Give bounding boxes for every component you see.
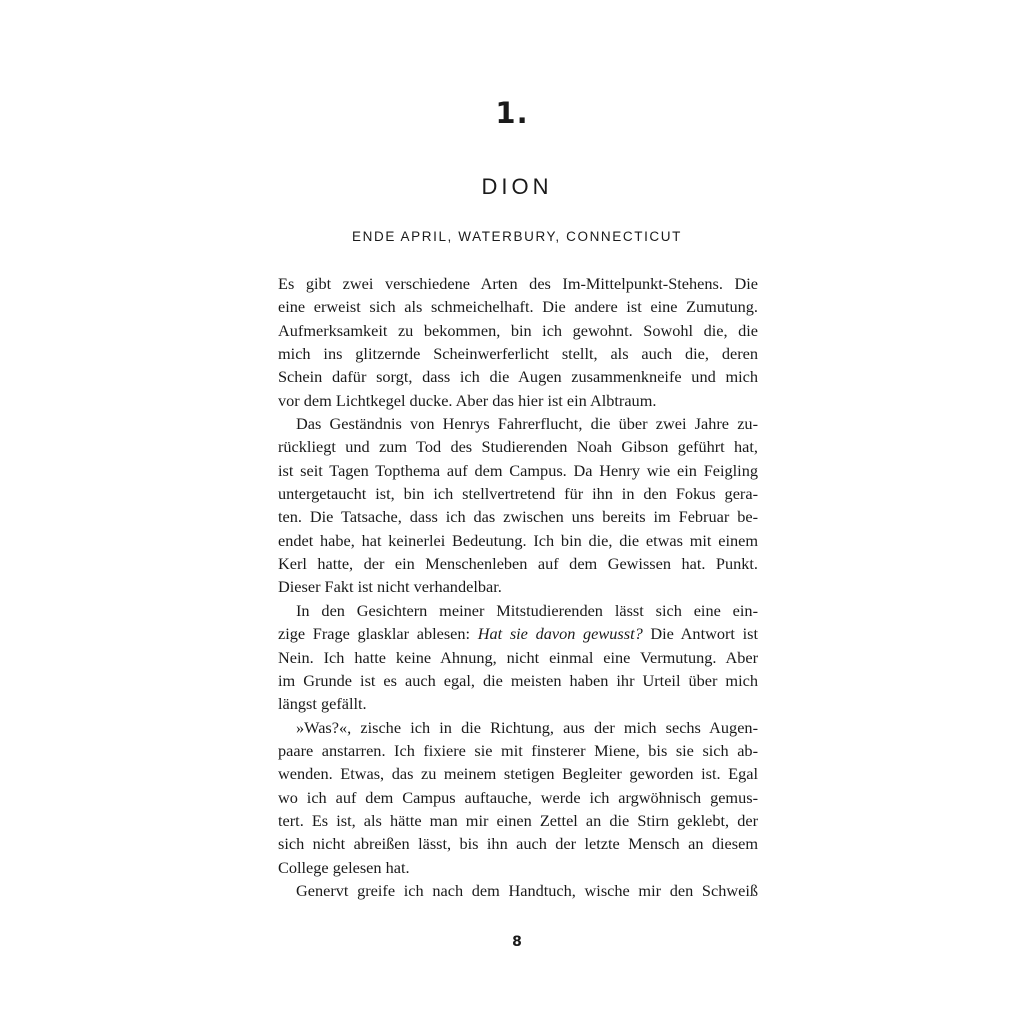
page-number: 8 bbox=[512, 934, 522, 950]
text-line: vor dem Lichtkegel ducke. Aber das hier ist ein Albtraum. bbox=[278, 390, 657, 410]
text-line: Das Geständnis von Henrys Fahrerflucht, die über zwei Jahre zu- bbox=[296, 414, 758, 434]
chapter-number: 1. bbox=[495, 96, 529, 130]
paragraph bbox=[278, 879, 758, 902]
paragraph bbox=[278, 716, 758, 879]
text-line: Es gibt zwei verschiedene Arten des Im-Mittelpunkt-Stehens. Die bbox=[278, 274, 758, 293]
text-line: paare anstarren. Ich fixiere sie mit finsterer Miene, bis sie sich ab- bbox=[278, 740, 758, 760]
text-segment: zige Frage glasklar ablesen: bbox=[278, 624, 478, 644]
text-line: Nein. Ich hatte keine Ahnung, nicht einmal eine Vermutung. Aber bbox=[278, 647, 758, 667]
chapter-title: DION bbox=[481, 174, 553, 199]
text-line: endet habe, hat keinerlei Bedeutung. Ich bin die, die etwas mit einem bbox=[278, 530, 758, 550]
text-line: ten. Die Tatsache, dass ich das zwischen uns bereits im Februar be- bbox=[278, 507, 758, 527]
text-line: längst gefällt. bbox=[278, 694, 367, 714]
text-line: sich nicht abreißen lässt, bis ihn auch der letzte Mensch an diesem bbox=[278, 834, 758, 854]
text-line: wenden. Etwas, das zu meinem stetigen Begleiter geworden ist. Egal bbox=[278, 764, 758, 784]
body-text bbox=[278, 272, 758, 902]
text-line: im Grunde ist es auch egal, die meisten haben ihr Urteil über mich bbox=[278, 670, 758, 690]
text-line: Dieser Fakt ist nicht verhandelbar. bbox=[278, 577, 502, 597]
text-line-with-italic bbox=[278, 622, 758, 645]
italic-question: Hat sie davon gewusst? bbox=[477, 624, 643, 644]
text-line: untergetaucht ist, bin ich stellvertretend für ihn in den Fokus gera- bbox=[278, 484, 758, 504]
text-line: Genervt greife ich nach dem Handtuch, wische mir den Schweiß bbox=[296, 880, 758, 900]
paragraph bbox=[278, 599, 758, 716]
text-line: In den Gesichtern meiner Mitstudierenden lässt sich eine ein- bbox=[296, 600, 758, 620]
text-line: Aufmerksamkeit zu bekommen, bin ich gewohnt. Sowohl die, die bbox=[278, 320, 758, 340]
text-line: rückliegt und zum Tod des Studierenden Noah Gibson geführt hat, bbox=[278, 437, 758, 457]
text-line: eine erweist sich als schmeichelhaft. Die andere ist eine Zumutung. bbox=[278, 297, 758, 317]
text-line: »Was?«, zische ich in die Richtung, aus der mich sechs Augen- bbox=[296, 717, 758, 737]
text-line: tert. Es ist, als hätte man mir einen Zettel an die Stirn geklebt, der bbox=[278, 810, 758, 830]
paragraph bbox=[278, 412, 758, 599]
text-line: mich ins glitzernde Scheinwerferlicht stellt, als auch die, deren bbox=[278, 344, 758, 364]
text-line: Kerl hatte, der ein Menschenleben auf dem Gewissen hat. Punkt. bbox=[278, 554, 758, 574]
text-segment: Die Antwort ist bbox=[642, 624, 758, 644]
text-line: Schein dafür sorgt, dass ich die Augen zusammenkneife und mich bbox=[278, 367, 758, 387]
text-line: ist seit Tagen Topthema auf dem Campus. Da Henry wie ein Feigling bbox=[278, 460, 758, 480]
text-line: College gelesen hat. bbox=[278, 857, 410, 877]
chapter-subtitle: ENDE APRIL, WATERBURY, CONNECTICUT bbox=[352, 229, 682, 244]
paragraph bbox=[278, 272, 758, 412]
text-line: wo ich auf dem Campus auftauche, werde ich argwöhnisch gemus- bbox=[278, 787, 758, 807]
